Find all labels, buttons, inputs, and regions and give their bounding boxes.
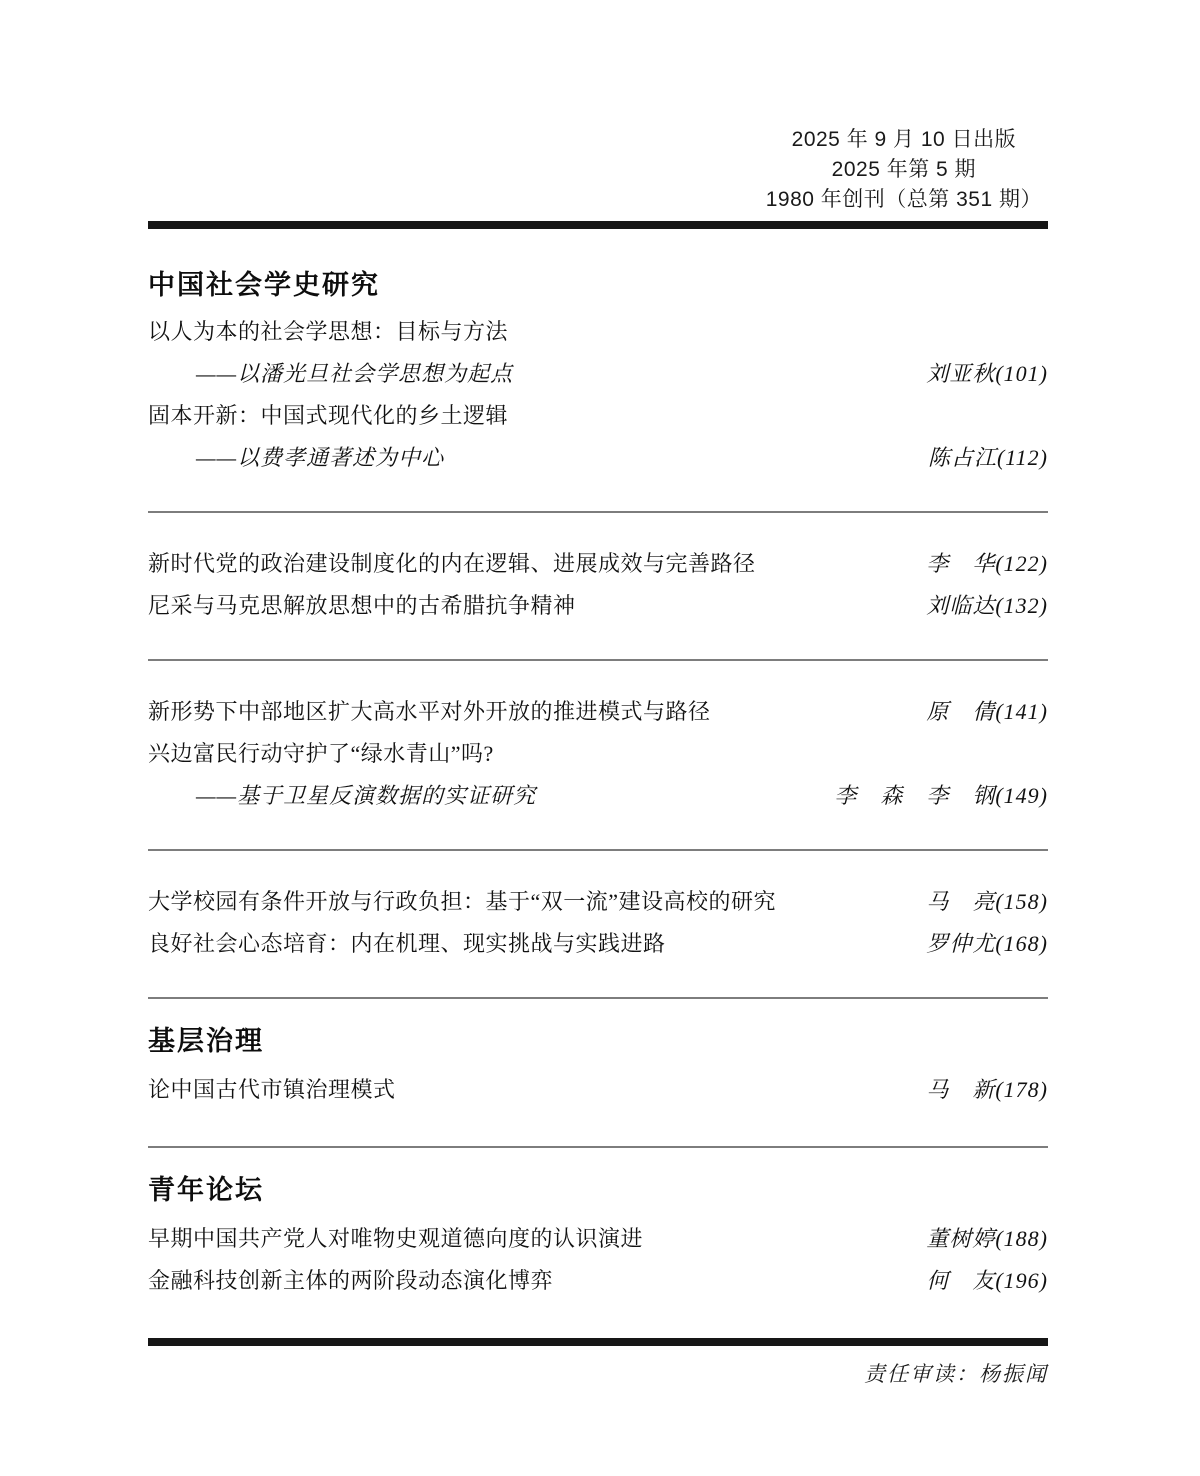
article-author-page: 刘亚秋(101): [926, 360, 1048, 386]
article-title: 新时代党的政治建设制度化的内在逻辑、进展成效与完善路径: [148, 550, 756, 576]
article-title: 金融科技创新主体的两阶段动态演化博弈: [148, 1267, 554, 1293]
footer-reviewer: 责任审读：杨振闻: [864, 1362, 1048, 1386]
article-title: 良好社会心态培育：内在机理、现实挑战与实践进路: [148, 930, 666, 956]
article-title: 尼采与马克思解放思想中的古希腊抗争精神: [148, 592, 576, 618]
section-divider: [148, 1146, 1048, 1148]
article-author-page: 原 倩(141): [926, 698, 1048, 724]
article-author-page: 陈占江(112): [927, 444, 1048, 470]
bottom-double-rule: [148, 1338, 1048, 1346]
article-subtitle-row: [148, 435, 1048, 477]
article-title-row: [148, 921, 1048, 963]
article-subtitle-row: [148, 773, 1048, 815]
top-double-rule: [148, 221, 1048, 229]
article-title-row: [148, 1216, 1048, 1258]
article-subtitle-row: [148, 351, 1048, 393]
article-title: 以人为本的社会学思想：目标与方法: [148, 318, 509, 344]
article-subtitle: ——以费孝通著述为中心: [196, 444, 445, 470]
article-title-row: [148, 541, 1048, 583]
section-heading: 中国社会学史研究: [148, 270, 380, 300]
masthead: [766, 125, 1042, 215]
article-subtitle: ——以潘光旦社会学思想为起点: [196, 360, 514, 386]
section-divider: [148, 997, 1048, 999]
section-heading: 基层治理: [148, 1026, 264, 1056]
article-author-page: 罗仲尤(168): [926, 930, 1048, 956]
article-title: 兴边富民行动守护了“绿水青山”吗?: [148, 740, 494, 766]
article-title: 大学校园有条件开放与行政负担：基于“双一流”建设高校的研究: [148, 888, 777, 914]
article-author-page: 马 亮(158): [926, 888, 1048, 914]
section-divider: [148, 659, 1048, 661]
article-author-page: 董树婷(188): [926, 1225, 1048, 1251]
article-title-row: [148, 583, 1048, 625]
article-title-row: [148, 731, 1048, 773]
article-title-row: [148, 309, 1048, 351]
article-author-page: 李 华(122): [926, 550, 1048, 576]
article-title: 新形势下中部地区扩大高水平对外开放的推进模式与路径: [148, 698, 711, 724]
article-title: 早期中国共产党人对唯物史观道德向度的认识演进: [148, 1225, 644, 1251]
section-divider: [148, 511, 1048, 513]
article-author-page: 刘临达(132): [926, 592, 1048, 618]
article-title-row: [148, 689, 1048, 731]
article-title-row: [148, 1258, 1048, 1300]
article-title-row: [148, 1067, 1048, 1109]
section-heading: 青年论坛: [148, 1175, 264, 1205]
masthead-pub-date: 2025 年 9 月 10 日出版: [791, 128, 1017, 151]
article-author-page: 何 友(196): [926, 1267, 1048, 1293]
article-title: 固本开新：中国式现代化的乡土逻辑: [148, 402, 509, 428]
masthead-founded: 1980 年创刊（总第 351 期）: [765, 188, 1042, 211]
masthead-issue: 2025 年第 5 期: [831, 158, 977, 181]
article-title-row: [148, 879, 1048, 921]
article-author-page: 马 新(178): [926, 1076, 1048, 1102]
article-title: 论中国古代市镇治理模式: [148, 1076, 396, 1102]
article-author-page: 李 森 李 钢(149): [834, 782, 1048, 808]
section-divider: [148, 849, 1048, 851]
article-title-row: [148, 393, 1048, 435]
article-subtitle: ——基于卫星反演数据的实证研究: [196, 782, 537, 808]
